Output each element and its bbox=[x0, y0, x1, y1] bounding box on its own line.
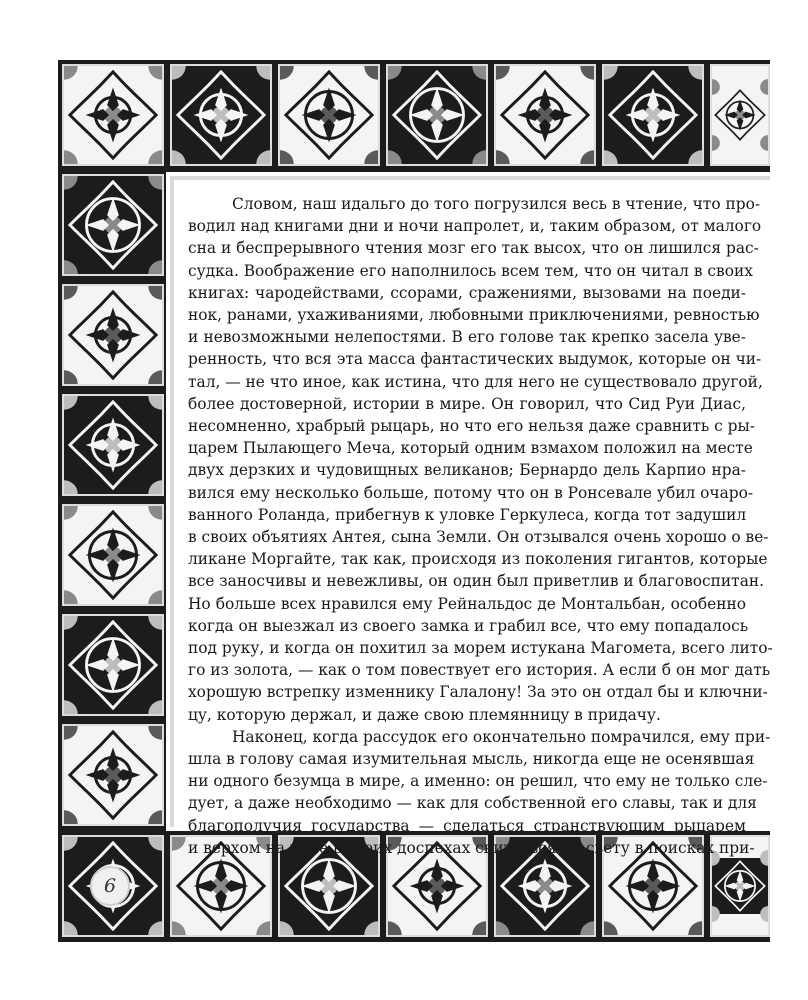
ornamental-tile-icon bbox=[62, 174, 164, 276]
text-line: царем Пылающего Меча, который одним взмахом положил на месте bbox=[188, 439, 753, 458]
ornamental-tile-icon bbox=[62, 284, 164, 386]
text-line: книгах: чародействами, ссорами, сражениями, вызовами на поеди- bbox=[188, 283, 746, 302]
text-line: дует, а даже необходимо — как для собственной его славы, так и для bbox=[188, 794, 757, 813]
text-line: вился ему несколько больше, потому что он в Ронсевале убил очаро- bbox=[188, 483, 754, 502]
text-line: сна и беспрерывного чтения мозг его так высох, что он лишился рас- bbox=[188, 239, 759, 258]
ornamental-tile-icon bbox=[62, 614, 164, 716]
ornamental-tile-icon bbox=[494, 64, 596, 166]
text-line: более достоверной, истории в мире. Он говорил, что Сид Руи Диас, bbox=[188, 394, 746, 413]
text-line: цу, которую держал, и даже свою племянницу в придачу. bbox=[188, 705, 661, 724]
text-line: благополучия государства — сделаться странствующим рыцарем bbox=[188, 816, 746, 835]
text-line: ванного Роланда, прибегнув к уловке Геркулеса, когда тот задушил bbox=[188, 505, 747, 524]
text-line: водил над книгами дни и ночи напролет, и, таким образом, от малого bbox=[188, 217, 762, 236]
ornamental-tile-icon bbox=[62, 394, 164, 496]
text-line: хорошую встрепку изменнику Галалону! За это он отдал бы и ключни- bbox=[188, 683, 768, 702]
text-line: ни одного безумца в мире, а именно: он решил, что ему не только сле- bbox=[188, 772, 768, 791]
text-line: шла в голову самая изумительная мысль, никогда еще не осенявшая bbox=[188, 750, 755, 769]
text-line: судка. Воображение его наполнилось всем тем, что он читал в своих bbox=[188, 261, 753, 280]
text-block bbox=[188, 193, 773, 859]
ornamental-tile-icon bbox=[602, 64, 704, 166]
ornamental-tile-icon bbox=[62, 64, 164, 166]
text-line: и невозможными нелепостями. В его голове так крепко засела уве- bbox=[188, 328, 746, 347]
ornamental-tile-icon bbox=[710, 64, 770, 166]
paragraph-1 bbox=[188, 193, 773, 726]
paragraph-2 bbox=[188, 726, 771, 859]
text-line: когда он выезжал из своего замка и грабил все, что ему попадалось bbox=[188, 616, 749, 635]
text-line: ликане Моргайте, так как, происходя из поколения гигантов, которые bbox=[188, 550, 768, 569]
ornamental-tile-icon bbox=[278, 64, 380, 166]
page-number: 6 bbox=[103, 875, 117, 897]
text-line: го из золота, — как о том повествует его история. А если б он мог дать bbox=[188, 661, 771, 680]
ornamental-tile-icon bbox=[386, 64, 488, 166]
text-line: все заносчивы и невежливы, он один был приветлив и благовоспитан. bbox=[188, 572, 765, 591]
text-line: двух дерзких и чудовищных великанов; Бернардо дель Карпио нра- bbox=[188, 461, 746, 480]
text-line: нок, ранами, ухаживаниями, любовными приключениями, ревностью bbox=[188, 306, 760, 325]
text-line: Словом, наш идальго до того погрузился весь в чтение, что про- bbox=[232, 195, 761, 213]
text-line: ренность, что вся эта масса фантастических выдумок, которые он чи- bbox=[188, 350, 762, 369]
text-line: тал, — не что иное, как истина, что для него не существовало другой, bbox=[188, 372, 763, 391]
ornamental-tile-icon bbox=[170, 64, 272, 166]
ornamental-tile-icon bbox=[62, 724, 164, 826]
ornamental-tile-icon bbox=[62, 504, 164, 606]
page-number-badge bbox=[90, 866, 130, 906]
text-line: и верхом на коне в своих доспехах скитаться по свету в поисках при- bbox=[188, 838, 755, 857]
text-line: в своих объятиях Антея, сына Земли. Он отзывался очень хорошо о ве- bbox=[188, 528, 769, 547]
text-line: несомненно, храбрый рыцарь, но что его нельзя даже сравнить с ры- bbox=[188, 417, 755, 436]
text-line: под руку, и когда он похитил за морем истукана Магомета, всего лито- bbox=[188, 639, 773, 658]
text-line: Наконец, когда рассудок его окончательно помрачился, ему при- bbox=[232, 727, 771, 746]
text-line: Но больше всех нравился ему Рейнальдос де Монтальбан, особенно bbox=[188, 594, 746, 613]
